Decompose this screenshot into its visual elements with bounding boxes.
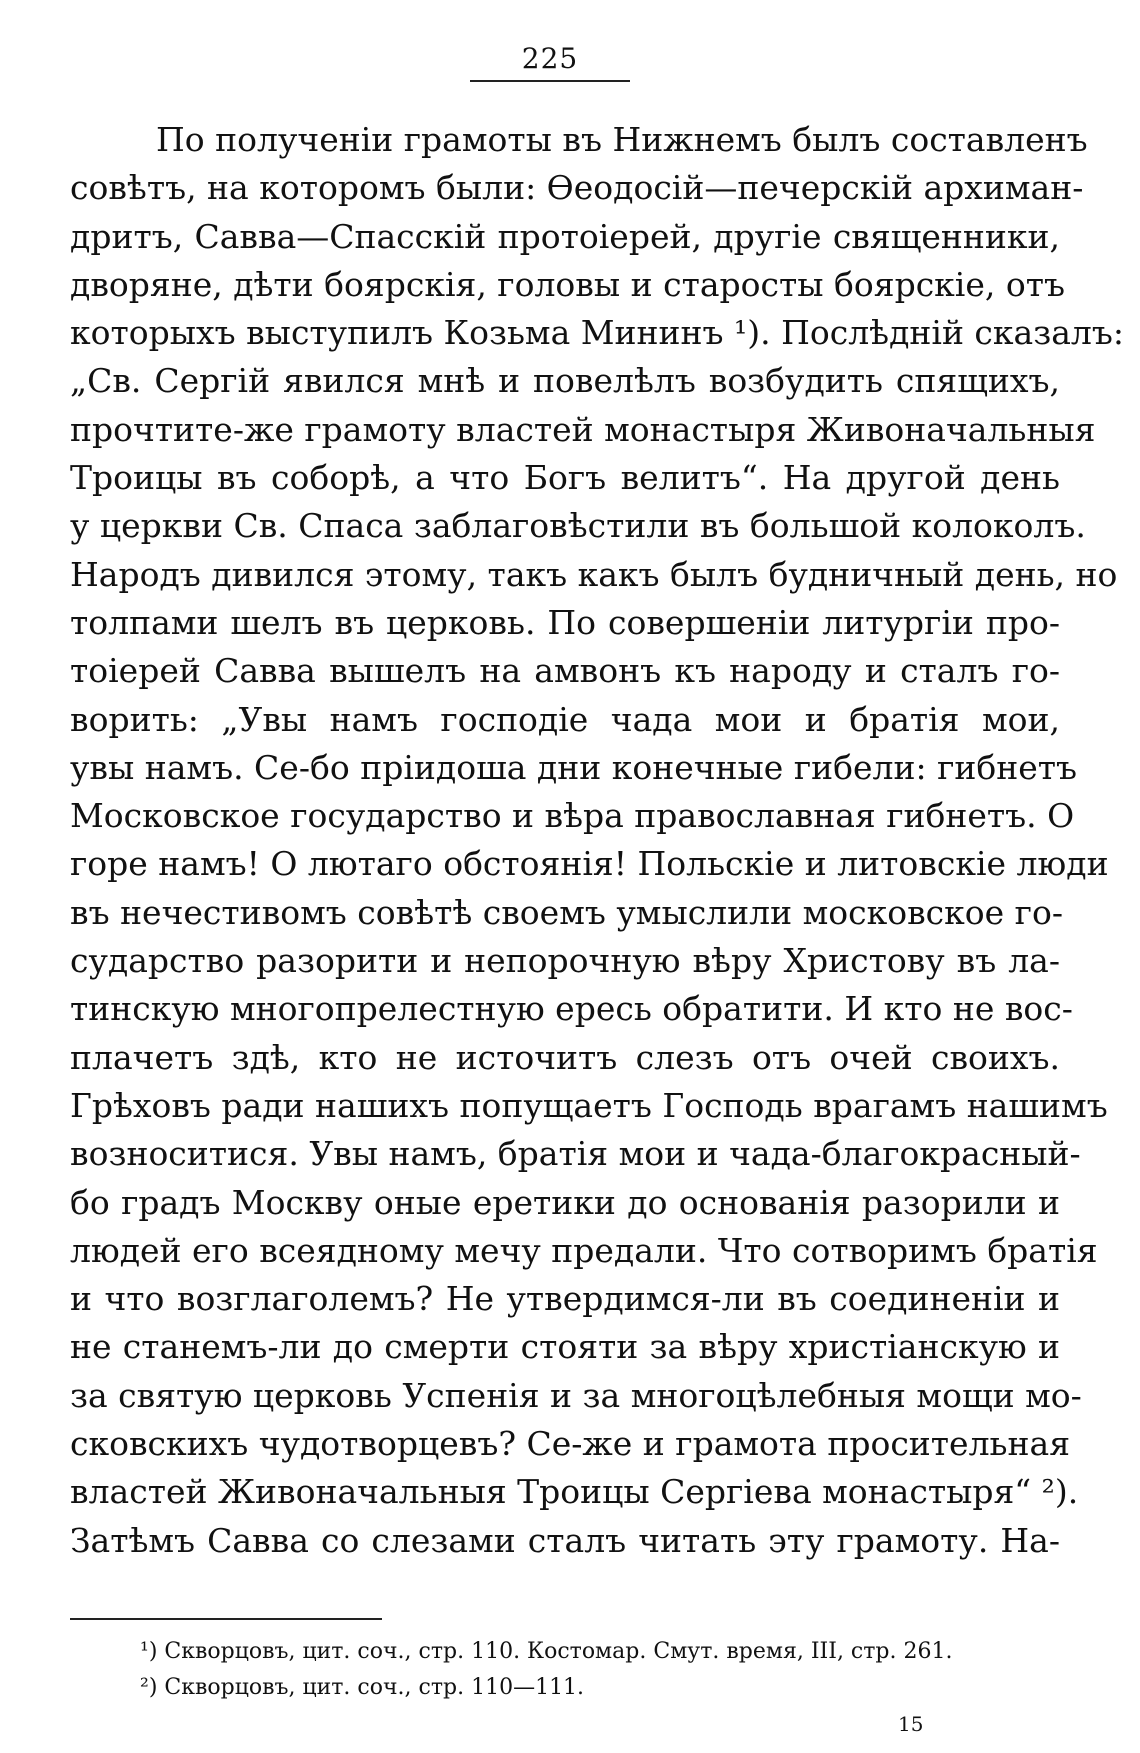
text-line: Грѣховъ ради нашихъ попущаетъ Господь врагамъ нашимъ <box>70 1085 1108 1125</box>
text-line: людей его всеядному мечу предали. Что сотворимъ братія <box>70 1230 1098 1270</box>
text-line: ворить: „Увы намъ господіе чада мои и братія мои, <box>70 699 1060 739</box>
text-line: у церкви Св. Спаса заблаговѣстили въ большой колоколъ. <box>70 506 1086 546</box>
text-line: сударство разорити и непорочную вѣру Христову въ ла- <box>70 941 1060 981</box>
text-line: не станемъ-ли до смерти стояти за вѣру христіанскую и <box>70 1327 1060 1367</box>
text-line: По полученіи грамоты въ Нижнемъ былъ составленъ <box>156 120 1088 159</box>
footnotes <box>140 1634 1020 1706</box>
page-number: 225 <box>521 42 579 75</box>
header-rule <box>470 80 630 82</box>
text-line: Московское государство и вѣра православная гибнетъ. О <box>70 796 1075 836</box>
text-line: тинскую многопрелестную ересь обратити. И кто не вос- <box>70 989 1073 1029</box>
printer-signature: 15 <box>898 1712 924 1736</box>
text-line: совѣтъ, на которомъ были: Ѳеодосій—печерскій архиман- <box>70 168 1084 208</box>
text-line: дворяне, дѣти боярскія, головы и старосты боярскіе, отъ <box>70 264 1065 304</box>
main-text <box>70 116 1124 1565</box>
text-line: увы намъ. Се-бо пріидоша дни конечные гибели: гибнетъ <box>70 747 1077 787</box>
footnote-1: ¹) Скворцовъ, цит. соч., стр. 110. Костомар. Смут. время, III, стр. 261. <box>140 1639 953 1664</box>
text-line: Троицы въ соборѣ, а что Богъ велитъ“. На другой день <box>70 458 1060 498</box>
text-line: толпами шелъ въ церковь. По совершеніи литургіи про- <box>70 602 1060 642</box>
text-line: и что возглаголемъ? Не утвердимся-ли въ соединеніи и <box>70 1279 1060 1319</box>
text-line: „Св. Сергій явился мнѣ и повелѣлъ возбудить спящихъ, <box>70 361 1060 401</box>
text-line: властей Живоначальныя Троицы Сергіева монастыря“ ²). <box>70 1472 1079 1512</box>
footnote-rule <box>70 1618 382 1620</box>
text-line: въ нечестивомъ совѣтѣ своемъ умыслили московское го- <box>70 892 1063 932</box>
text-line: которыхъ выступилъ Козьма Мининъ ¹). Послѣдній сказалъ: <box>70 313 1124 353</box>
text-line: бо градъ Москву оные еретики до основанія разорили и <box>70 1182 1060 1222</box>
text-line: горе намъ! О лютаго обстоянія! Польскіе и литовскіе люди <box>70 844 1109 884</box>
text-line: дритъ, Савва—Спасскій протоіерей, другіе священники, <box>70 216 1060 256</box>
text-line: прочтите-же грамоту властей монастыря Живоначальныя <box>70 409 1096 449</box>
text-line: Народъ дивился этому, такъ какъ былъ будничный день, но <box>70 554 1118 594</box>
text-line: Затѣмъ Савва со слезами сталъ читать эту грамоту. На- <box>70 1520 1060 1560</box>
text-line: за святую церковь Успенія и за многоцѣлебныя мощи мо- <box>70 1375 1082 1415</box>
text-line: возноситися. Увы намъ, братія мои и чада-благокрасный- <box>70 1134 1081 1174</box>
text-line: сковскихъ чудотворцевъ? Се-же и грамота просительная <box>70 1424 1071 1464</box>
text-line: тоіерей Савва вышелъ на амвонъ къ народу и сталъ го- <box>70 651 1060 691</box>
footnote-2: ²) Скворцовъ, цит. соч., стр. 110—111. <box>140 1675 585 1700</box>
text-line: плачетъ здѣ, кто не источитъ слезъ отъ очей своихъ. <box>70 1037 1060 1077</box>
